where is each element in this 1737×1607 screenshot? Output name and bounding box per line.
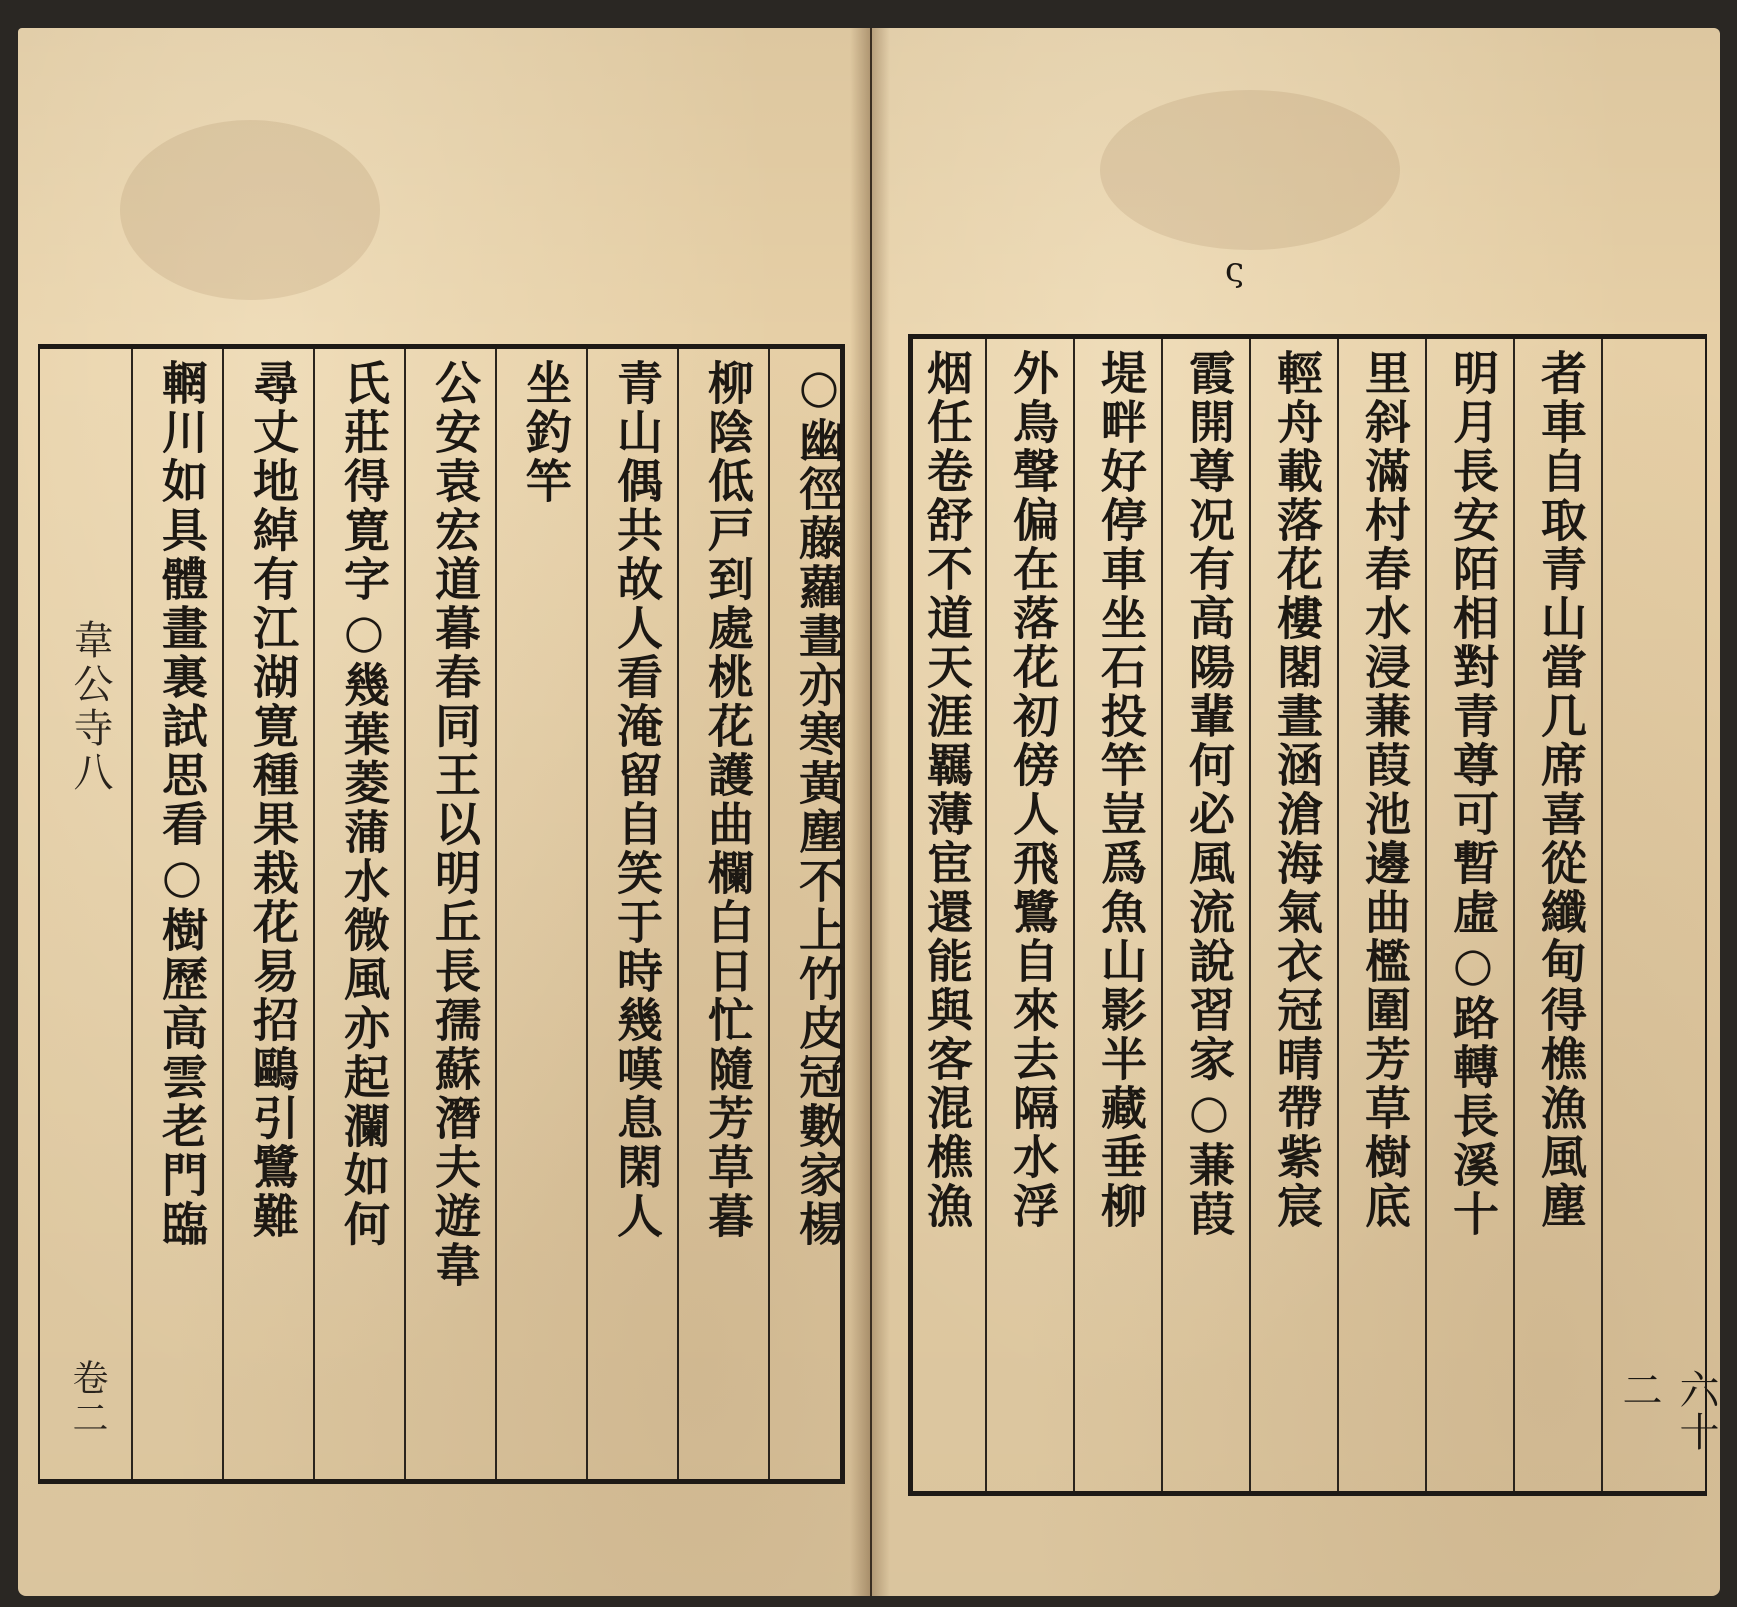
text-column-1: 者車自取青山當几席喜從纖甸得樵漁風塵 xyxy=(1534,349,1588,1231)
right-text-frame xyxy=(908,334,1719,1496)
text-column-8: 烟任卷舒不道天涯羈薄宦還能與客混樵漁 xyxy=(920,349,974,1231)
page-number: 六十二 xyxy=(1616,1369,1719,1453)
text-column-7: 尋丈地綽有江湖寛種果栽花易招鷗引鷺難 xyxy=(246,359,300,1241)
column-rule xyxy=(131,349,133,1479)
text-column-4: 輕舟載落花樓閣晝涵滄海氣衣冠晴帶紫宸 xyxy=(1270,349,1324,1231)
text-column-3: 里斜滿村春水浸蒹葭池邊曲檻圍芳草樹底 xyxy=(1358,349,1412,1231)
text-column-4: 坐釣竿 xyxy=(519,359,573,506)
fold-volume: 卷二 xyxy=(67,1359,108,1439)
text-column-6: 堤畔好停車坐石投竿豈爲魚山影半藏垂柳 xyxy=(1094,349,1148,1231)
paper-stain xyxy=(1100,90,1400,250)
text-column-2: 柳陰低戸到處桃花護曲欄白日忙隨芳草暮 xyxy=(701,359,755,1241)
text-column-5: 公安袁宏道暮春同王以明丘長孺蘇潛夫遊韋 xyxy=(428,359,482,1290)
text-column-1: ○幽徑藤蘿晝亦寒黃塵不上竹皮冠數家楊 xyxy=(792,359,846,1249)
text-column-2: 明月長安陌相對青尊可暫虛○路轉長溪十 xyxy=(1446,349,1500,1239)
text-column-5: 霞開尊况有高陽輩何必風流說習家○蒹葭 xyxy=(1182,349,1236,1239)
text-column-6: 氏莊得寛字○幾葉菱蒲水微風亦起瀾如何 xyxy=(337,359,391,1249)
ink-mark: ς xyxy=(1225,250,1245,290)
text-column-7: 外鳥聲偏在落花初傍人飛鷺自來去隔水浮 xyxy=(1006,349,1060,1231)
text-column-8: 輞川如具體畫裏試思看○樹歷高雲老門臨 xyxy=(155,359,209,1249)
paper-stain xyxy=(120,120,380,300)
text-column-3: 青山偶共故人看淹留自笑于時幾嘆息閑人 xyxy=(610,359,664,1241)
left-text-frame xyxy=(38,344,845,1484)
fold-title: 韋公寺八 xyxy=(67,619,113,795)
